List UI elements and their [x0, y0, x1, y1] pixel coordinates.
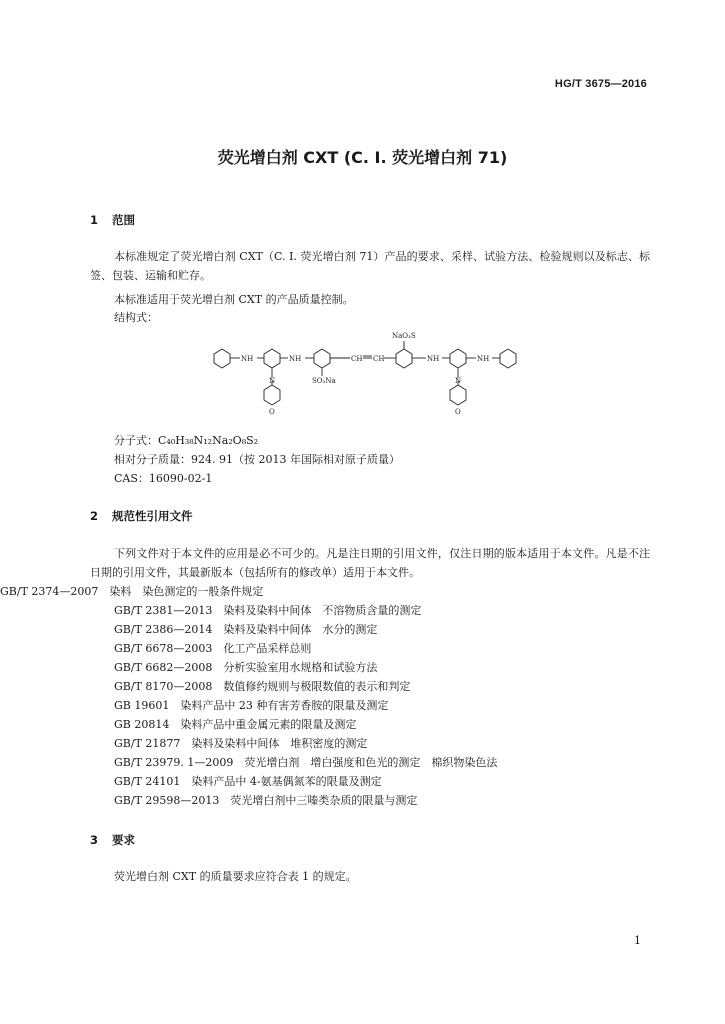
reference-item	[0, 583, 725, 599]
o-label: O	[269, 408, 275, 416]
page-number: 1	[634, 934, 641, 947]
section-3-heading	[90, 832, 135, 848]
section-2-heading	[90, 508, 193, 524]
reference-code: GB/T 8170—2008	[114, 680, 213, 693]
reference-code: GB 19601	[114, 699, 170, 712]
mass-label: 相对分子质量：	[114, 453, 191, 466]
reference-code: GB/T 29598—2013	[114, 794, 220, 807]
reference-code: GB/T 6678—2003	[114, 642, 213, 655]
reference-item	[114, 659, 377, 675]
reference-item	[114, 678, 410, 694]
reference-item	[114, 773, 382, 789]
section-title: 范围	[112, 213, 135, 227]
applicability-paragraph: 本标准适用于荧光增白剂 CXT 的产品质量控制。	[114, 293, 354, 306]
reference-item	[114, 735, 367, 751]
molecular-formula	[114, 432, 258, 448]
formula-label: 分子式：	[114, 434, 158, 447]
section-number: 3	[90, 833, 99, 847]
reference-name: 染料产品中重金属元素的限量及测定	[180, 718, 357, 731]
section-1-heading	[90, 212, 135, 228]
nh-label: NH	[241, 355, 254, 363]
reference-name: 数值修约规则与极限数值的表示和判定	[223, 680, 411, 693]
reference-item	[114, 754, 497, 770]
reference-code: GB/T 21877	[114, 737, 181, 750]
reference-item	[114, 792, 417, 808]
o-label: O	[455, 408, 461, 416]
reference-name: 染料及染料中间体 堆积密度的测定	[191, 737, 368, 750]
reference-name: 染料产品中 4-氨基偶氮苯的限量及测定	[191, 775, 382, 788]
section-title: 规范性引用文件	[112, 509, 193, 523]
reference-code: GB/T 2386—2014	[114, 623, 213, 636]
reference-name: 染料及染料中间体 不溶物质含量的测定	[223, 604, 422, 617]
reference-name: 染料 染色测定的一般条件规定	[109, 585, 264, 598]
reference-item	[114, 602, 421, 618]
nao3s-label: NaO₃S	[392, 332, 416, 340]
section-title: 要求	[112, 833, 135, 847]
benzene-ring-right	[396, 349, 412, 368]
mass-value: 924. 91（按 2013 年国际相对原子质量）	[191, 453, 400, 466]
nh-label: NH	[427, 355, 440, 363]
nh-label: NH	[289, 355, 302, 363]
so3na-label: SO₃Na	[312, 377, 336, 385]
reference-code: GB 20814	[114, 718, 170, 731]
reference-name: 染料产品中 23 种有害芳香胺的限量及测定	[180, 699, 389, 712]
morpholine-ring-left	[264, 385, 280, 405]
nh-label: NH	[477, 355, 490, 363]
reference-item	[114, 697, 388, 713]
n-label: N	[269, 377, 276, 385]
reference-code: GB/T 24101	[114, 775, 181, 788]
structure-label: 结构式：	[114, 311, 158, 324]
section-number: 1	[90, 213, 99, 227]
reference-item	[114, 640, 311, 656]
reference-code: GB/T 2381—2013	[114, 604, 213, 617]
triazine-ring-right	[450, 349, 466, 368]
molecular-mass	[114, 451, 400, 467]
formula-value: C₄₀H₃₈N₁₂Na₂O₈S₂	[158, 434, 259, 447]
reference-name: 荧光增白剂 增白强度和色光的测定 棉织物染色法	[244, 756, 498, 769]
cas-label: CAS：	[114, 472, 149, 485]
scope-paragraph: 本标准规定了荧光增白剂 CXT（C. I. 荧光增白剂 71）产品的要求、采样、试验方法、检验规则以及标志、标签、包装、运输和贮存。	[90, 250, 650, 282]
reference-name: 染料及染料中间体 水分的测定	[223, 623, 378, 636]
cas-value: 16090-02-1	[148, 472, 213, 485]
normative-references-intro: 下列文件对于本文件的应用是必不可少的。凡是注日期的引用文件，仅注日期的版本适用于本文件。凡是不注日期的引用文件，其最新版本（包括所有的修改单）适用于本文件。	[90, 547, 650, 579]
benzene-ring-left	[314, 349, 330, 368]
ch-label: CH	[351, 355, 363, 363]
triazine-ring-left	[264, 349, 280, 368]
section-number: 2	[90, 509, 99, 523]
reference-list	[0, 583, 725, 807]
reference-name: 荧光增白剂中三嗪类杂质的限量与测定	[230, 794, 418, 807]
document-title: 荧光增白剂 CXT (C. I. 荧光增白剂 71)	[217, 148, 508, 167]
reference-item	[114, 716, 356, 732]
reference-name: 分析实验室用水规格和试验方法	[223, 661, 378, 674]
phenyl-ring-left	[214, 349, 230, 368]
morpholine-ring-right	[450, 385, 466, 405]
ch-label: CH	[373, 355, 385, 363]
phenyl-ring-right	[500, 349, 516, 368]
reference-code: GB/T 2374—2007	[0, 585, 99, 598]
structural-formula	[200, 326, 530, 426]
reference-item	[114, 621, 377, 637]
standard-code: HG/T 3675—2016	[554, 78, 647, 90]
reference-code: GB/T 6682—2008	[114, 661, 213, 674]
n-label: N	[455, 377, 462, 385]
reference-name: 化工产品采样总则	[223, 642, 312, 655]
reference-code: GB/T 23979. 1—2009	[114, 756, 234, 769]
cas-number	[114, 470, 212, 486]
requirements-paragraph: 荧光增白剂 CXT 的质量要求应符合表 1 的规定。	[114, 870, 357, 883]
